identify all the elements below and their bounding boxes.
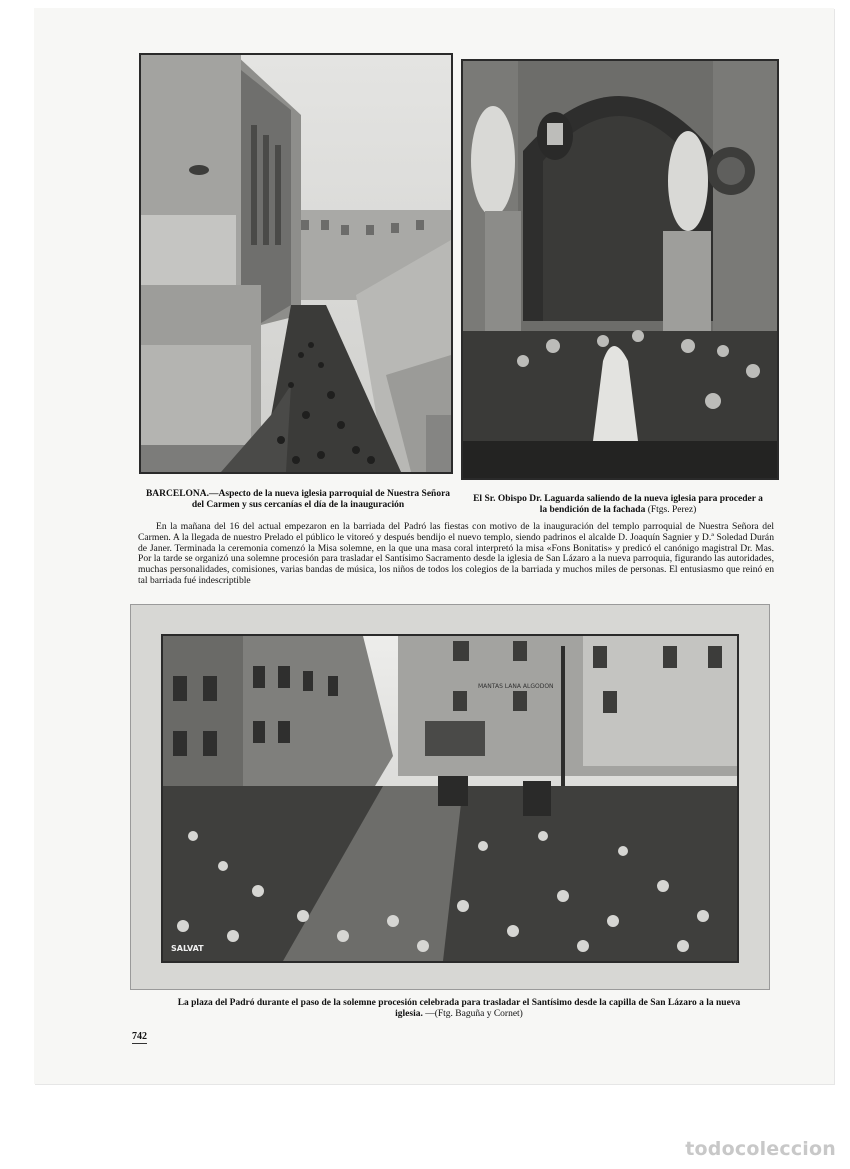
shop-sign-text: MANTAS LANA ALGODON [478, 683, 554, 690]
caption-bishop-facade [473, 494, 763, 516]
photo-procession [161, 634, 739, 963]
caption-bishop-facade-credit: (Ftgs. Perez) [647, 505, 697, 515]
caption-procession [168, 998, 750, 1020]
page-number: 742 [132, 1031, 147, 1042]
caption-procession-credit: —(Ftg. Baguña y Cornet) [425, 1009, 523, 1019]
caption-church-street [139, 489, 457, 511]
article-body: En la mañana del 16 del actual empezaron en la barriada del Padró las fiestas con motivo de la inauguración del templo parroquial de Nuestra Señora del Carmen. A la llegada de nuestro Prelado el público le vitoreó y después bendijo el nuevo templo, siendo padrinos el alcalde D. Joaquín Sagnier y D.ª Soledad Durán de Janer. Terminada la ceremonia comenzó la Misa solemne, en la que una masa coral interpretó la misa «Fons Bonitatis» y predicó el canónigo magistral Dr. Mas. Por la tarde se organizó una solemne procesión para trasladar el Santísimo Sacramento desde la iglesia de San Lázaro a la nueva parroquia, figurando las autoridades, muchas personalidades, comisiones, varias bandas de música, los niños de todos los colegios de la barriada y muchos miles de personas. El entusiasmo que reinó en tal barriada fué indescriptible [138, 521, 774, 586]
caption-bishop-facade-text: El Sr. Obispo Dr. Laguarda saliendo de la nueva iglesia para proceder a la bendición de la fachada [473, 494, 763, 515]
caption-procession-text: La plaza del Padró durante el paso de la solemne procesión celebrada para trasladar el Santísimo desde la capilla de San Lázaro a la nueva iglesia. [177, 998, 741, 1019]
photographer-signature: SALVAT [171, 944, 204, 953]
photo-church-street [139, 53, 453, 474]
caption-church-street-text: BARCELONA.—Aspecto de la nueva iglesia parroquial de Nuestra Señora del Carmen y sus cercanías el día de la inauguración [145, 489, 451, 510]
photo-bishop-facade [461, 59, 779, 480]
watermark: todocoleccion [685, 1138, 836, 1160]
